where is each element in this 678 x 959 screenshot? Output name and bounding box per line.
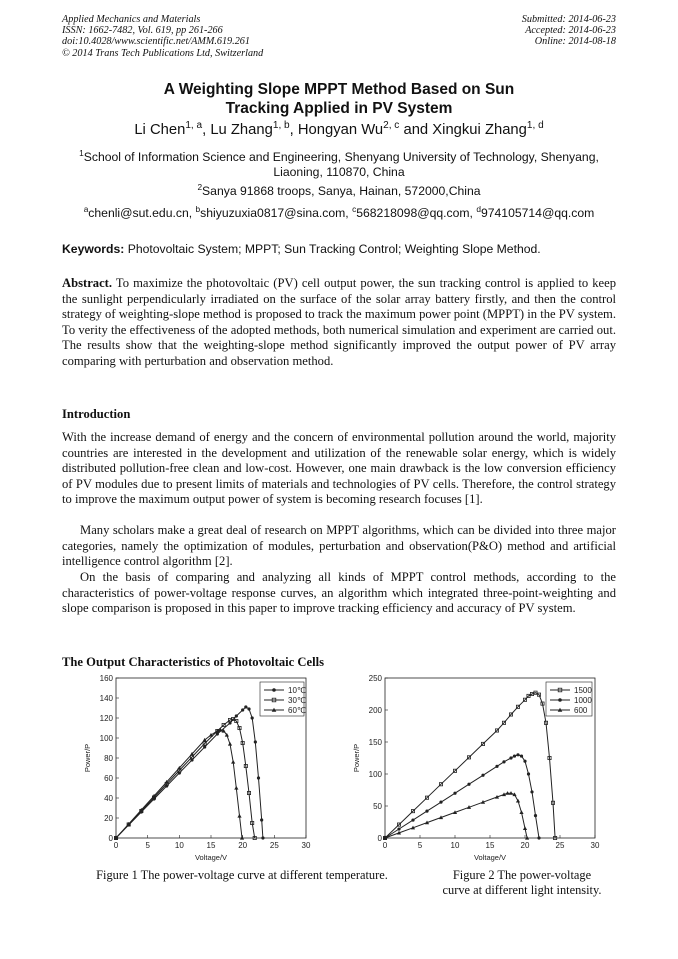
doi: doi:10.4028/www.scientific.net/AMM.619.261 [62,36,250,48]
legend-label: 30℃ [288,696,306,705]
section-heading-introduction: Introduction [62,407,131,421]
paper-title [0,80,678,118]
y-tick-label: 100 [368,770,382,779]
submitted-date: Submitted: 2014-06-23 [521,14,616,25]
online-date: Online: 2014-08-18 [534,36,616,48]
data-point [513,754,516,757]
data-point [534,814,537,817]
data-point [244,705,247,708]
y-tick-label: 0 [108,834,113,843]
y-tick-label: 50 [373,802,382,811]
data-point [260,818,263,821]
section-heading-output-characteristics: The Output Characteristics of Photovoltaic Cells [62,655,324,669]
email: chenli@sut.edu.cn, [88,206,193,220]
author-affil-sup: 1, a [185,120,203,132]
email: 974105714@qq.com [480,206,595,220]
dates-header [522,14,616,48]
data-point [516,753,519,756]
data-point [439,801,442,804]
journal-name: Applied Mechanics and Materials [62,14,201,25]
legend-marker [558,698,562,702]
author-name: Lu Zhang [210,122,273,138]
title-line-1: A Weighting Slope MPPT Method Based on Sun [163,81,515,98]
y-tick-label: 150 [368,738,382,747]
x-axis-label: Voltage/V [194,853,228,862]
x-tick-label: 15 [485,841,495,850]
figure-1-chart [72,672,352,862]
keywords-label: Keywords: [62,242,125,256]
email-list [62,203,616,221]
figure-2-chart [348,672,618,862]
y-tick-label: 40 [104,794,113,803]
legend-label: 10℃ [288,686,306,695]
abstract-label: Abstract. [62,276,113,290]
author-list: Li Chen$^{1, a}$, Lu Zhang$^{1, b}$, Hongyan Wu$^{2, c}$ and Xingkui Zhang$^{1, d}$ [134,120,544,138]
y-tick-label: 100 [99,734,113,743]
data-point [247,707,250,710]
figure-2-caption [412,868,632,898]
email: shiyuzuxia0817@sina.com, [200,206,349,220]
data-point [261,836,264,839]
y-tick-label: 160 [99,674,113,683]
y-axis-label: Power/P [83,743,92,773]
author-name: Hongyan Wu [297,122,384,138]
affiliation-sup: 2 [197,181,203,192]
data-point [527,772,530,775]
y-tick-label: 0 [377,834,382,843]
data-point [453,792,456,795]
email-sup: d [476,203,481,214]
email-sup: b [195,203,201,214]
y-tick-label: 120 [99,714,113,723]
data-point [251,716,254,719]
data-point [481,774,484,777]
y-tick-label: 80 [104,754,113,763]
legend-label: 600 [574,706,588,715]
x-tick-label: 25 [269,841,279,850]
y-tick-label: 250 [368,674,382,683]
affiliation-text: School of Information Science and Engineering, Shenyang University of Technology, Shenyang, Liaoning, 110870, China [83,150,599,179]
data-point [502,760,505,763]
data-point [425,810,428,813]
affiliation-1 [62,147,616,180]
data-point [495,765,498,768]
intro-paragraph-3: On the basis of comparing and analyzing all kinds of MPPT control methods, according to the characteristics of power-voltage response curves, an algorithm which integrated three-point-weighting and slope comparison is proposed in this paper to improve tracking efficiency and accuracy of PV system. [62,570,616,615]
x-tick-label: 20 [520,841,530,850]
data-point [537,836,540,839]
data-point [254,740,257,743]
data-point [520,754,523,757]
data-point [509,756,512,759]
email-sup: a [83,203,89,214]
y-tick-label: 60 [104,774,113,783]
author-affil-sup: 1, b [272,120,290,132]
data-point [411,818,414,821]
x-tick-label: 10 [450,841,460,850]
y-tick-label: 200 [368,706,382,715]
email-sup: c [352,203,357,214]
author-and: and [403,122,429,138]
email: 568218098@qq.com, [356,206,473,220]
title-line-2: Tracking Applied in PV System [225,100,453,117]
x-tick-label: 0 [113,841,119,850]
y-tick-label: 140 [99,694,113,703]
affiliation-text: Sanya 91868 troops, Sanya, Hainan, 572000,China [202,184,481,198]
journal-header [62,14,263,59]
x-tick-label: 20 [238,841,248,850]
data-point [241,708,244,711]
intro-paragraph-1: With the increase demand of energy and the concern of environmental pollution around the world, majority countries are interested in the development and utilization of the renewable solar energy, which is widely distributed pollution-free clean and low-cost. However, one main drawback is the low conversion efficiency of PV modules due to present limits of materials and technologies of PV cells. Therefore, the control strategy to improve the maximum output power of system is becoming research focuses [1]. [62,430,616,506]
y-tick-label: 20 [104,814,113,823]
author-name: Xingkui Zhang [432,122,527,138]
figure-2-caption-line-1: Figure 2 The power-voltage [452,868,592,882]
abstract-text: To maximize the photovoltaic (PV) cell output power, the sun tracking control is applied to keep the sunlight perpendicularly irradiated on the surface of the solar array battery firstly, and then the control strategy of weighting-slope method is proposed to track the maximum power point (MPPT) in the PV system. To verity the effectiveness of the adopted methods, both numerical simulation and experiment are carried out. The results show that the weighting-slope method significantly improved the output power of PV array comparing with perturbation and observation method. [62,276,616,368]
keywords [62,242,622,256]
y-axis-label: Power/P [352,743,361,773]
data-point [235,714,238,717]
x-tick-label: 30 [590,841,600,850]
x-tick-label: 10 [174,841,184,850]
data-point [523,760,526,763]
issn: ISSN: 1662-7482, Vol. 619, pp 261-266 [62,25,223,37]
legend-marker [272,688,276,692]
figure-2-caption-line-2: curve at different light intensity. [442,883,602,897]
figure-1-caption: Figure 1 The power-voltage curve at different temperature. [96,868,388,882]
x-axis-label: Voltage/V [473,853,507,862]
data-point [397,827,400,830]
intro-paragraph-2: Many scholars make a great deal of research on MPPT algorithms, which can be divided into three major categories, namely the optimization of modules, perturbation and observation(P&O) method and artificial intelligence control algorithm [2]. [62,523,616,568]
legend-label: 60℃ [288,706,306,715]
author-affil-sup: 1, d [526,120,544,132]
keywords-text: Photovoltaic System; MPPT; Sun Tracking Control; Weighting Slope Method. [127,242,541,256]
copyright: © 2014 Trans Tech Publications Ltd, Switzerland [62,47,264,59]
data-point [530,790,533,793]
abstract [62,276,616,369]
author-affil-sup: 2, c [383,120,400,132]
x-tick-label: 25 [555,841,565,850]
data-point [467,783,470,786]
x-tick-label: 5 [417,841,423,850]
legend-label: 1500 [574,686,592,695]
legend-label: 1000 [574,696,592,705]
data-point [203,745,206,748]
author-name: Li Chen [134,122,186,138]
x-tick-label: 5 [145,841,150,850]
x-tick-label: 0 [382,841,388,850]
accepted-date: Accepted: 2014-06-23 [525,25,616,37]
affiliation-2 [62,181,616,199]
x-tick-label: 30 [301,841,311,850]
data-point [257,776,260,779]
x-tick-label: 15 [206,841,216,850]
affiliation-sup: 1 [79,147,84,158]
